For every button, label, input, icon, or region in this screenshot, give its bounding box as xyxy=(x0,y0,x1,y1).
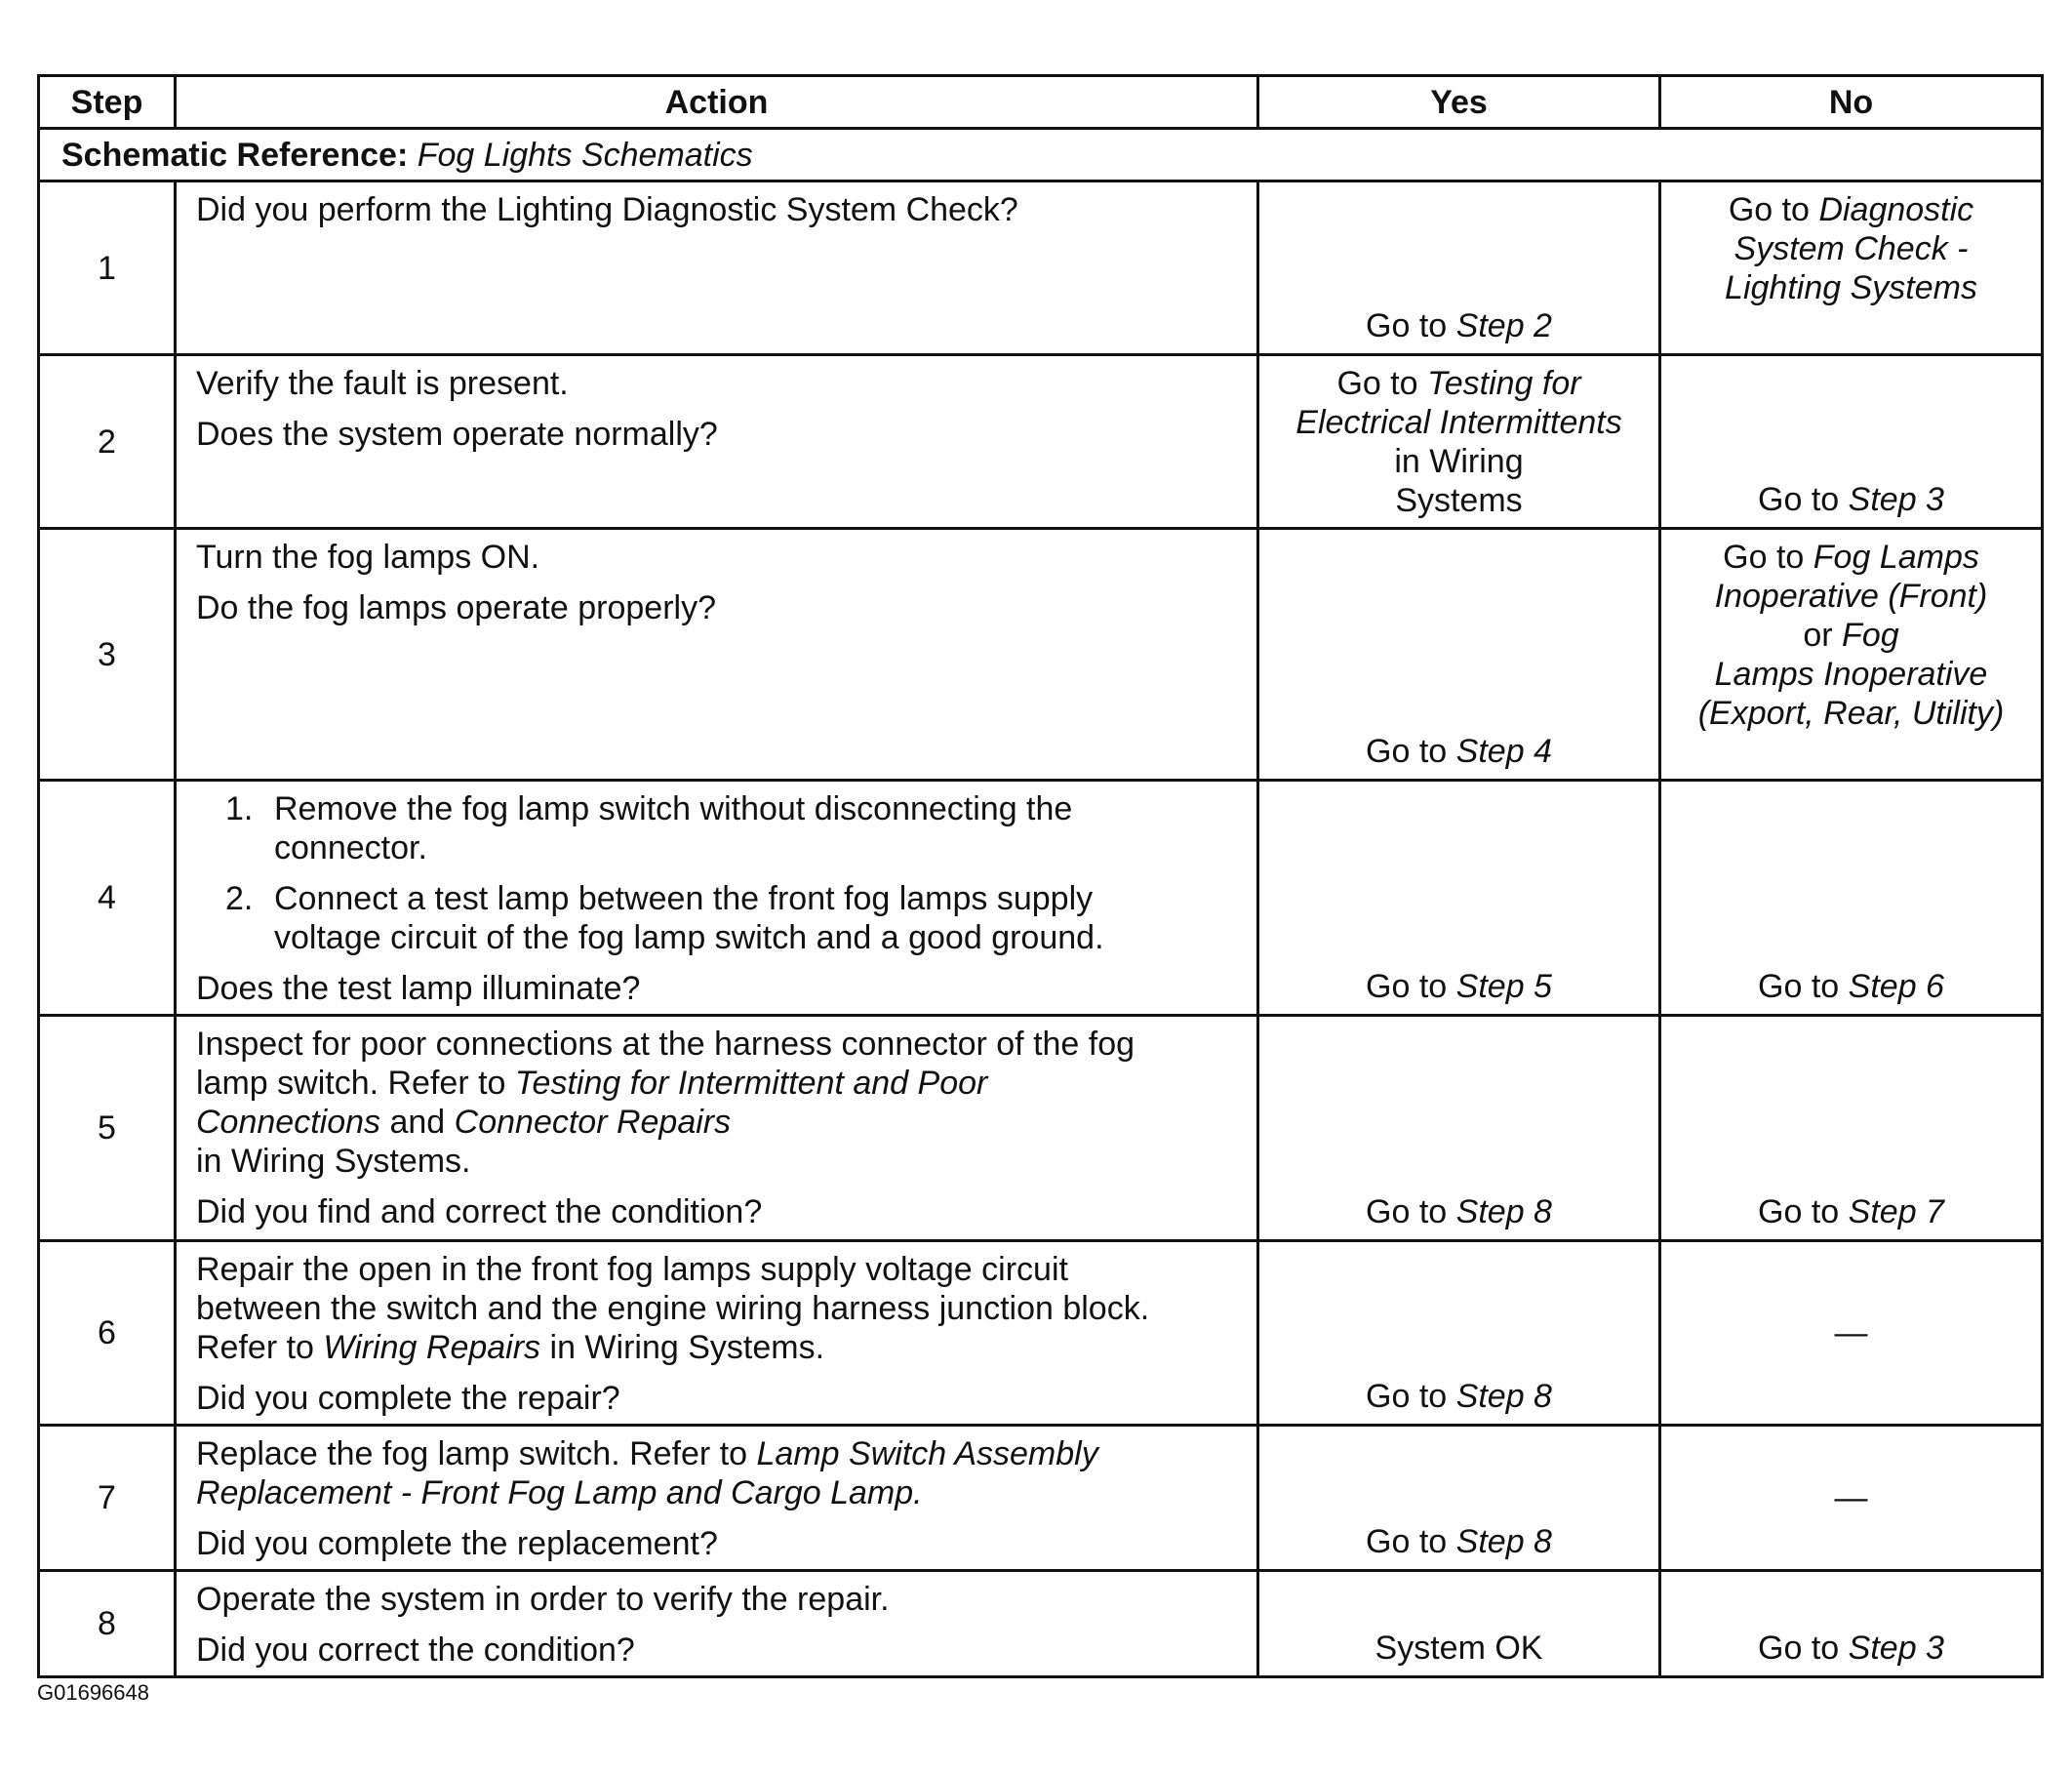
no-cell xyxy=(1660,1016,2043,1241)
action-text: lamp switch. Refer to xyxy=(196,1065,506,1102)
substep-text: connector. xyxy=(274,829,427,866)
no-cell xyxy=(1660,529,2043,781)
no-goto[interactable] xyxy=(1661,1629,2041,1668)
schematic-link[interactable]: Fog Lights Schematics xyxy=(417,136,753,174)
step-link[interactable]: Step 8 xyxy=(1455,1193,1552,1230)
yes-goto[interactable] xyxy=(1259,967,1658,1006)
ref-link[interactable]: Fog Lamps xyxy=(1813,539,1979,576)
ref-link[interactable]: Electrical Intermittents xyxy=(1295,404,1622,441)
action-cell xyxy=(176,1426,1258,1571)
goto-text: Go to xyxy=(1366,1193,1448,1230)
step-number: 7 xyxy=(39,1426,176,1571)
action-text: in Wiring Systems. xyxy=(196,1143,471,1180)
yes-goto[interactable] xyxy=(1259,364,1658,520)
table-row-step-5 xyxy=(39,1016,2043,1241)
or-text: or xyxy=(1803,617,1833,654)
action-cell xyxy=(176,1241,1258,1426)
no-dash: — xyxy=(1834,1314,1868,1351)
goto-text: Go to xyxy=(1366,1378,1448,1415)
action-cell xyxy=(176,781,1258,1016)
action-instruction: Operate the system in order to verify the repair. xyxy=(196,1581,890,1618)
goto-text: Go to xyxy=(1366,733,1448,770)
table-row-step-2 xyxy=(39,355,2043,529)
substep-text: Remove the fog lamp switch without disconnecting the xyxy=(274,790,1073,827)
table-row-step-4 xyxy=(39,781,2043,1016)
yes-cell xyxy=(1258,1241,1660,1426)
yes-goto[interactable] xyxy=(1259,1377,1658,1416)
schematic-label: Schematic Reference: xyxy=(61,136,409,174)
goto-text: Go to xyxy=(1366,1523,1448,1560)
no-cell xyxy=(1660,1426,2043,1571)
goto-text: Go to xyxy=(1366,307,1448,344)
header-action: Action xyxy=(176,76,1258,129)
action-question: Do the fog lamps operate properly? xyxy=(196,589,716,626)
step-link[interactable]: Step 6 xyxy=(1848,968,1944,1005)
ref-text: Systems xyxy=(1395,482,1523,519)
substep-number: 1. xyxy=(225,790,254,827)
table-row-step-1 xyxy=(39,181,2043,355)
action-text: between the switch and the engine wiring harness junction block. xyxy=(196,1290,1150,1327)
step-number: 8 xyxy=(39,1571,176,1677)
ref-text: in Wiring xyxy=(1394,443,1524,480)
action-instruction xyxy=(196,1434,1237,1512)
ref-link[interactable]: Replacement - Front Fog Lamp and Cargo Lamp. xyxy=(196,1474,923,1511)
step-number: 1 xyxy=(39,181,176,355)
ref-link[interactable]: Testing for Intermittent and Poor xyxy=(514,1065,988,1102)
step-number: 5 xyxy=(39,1016,176,1241)
step-link[interactable]: Step 8 xyxy=(1455,1378,1552,1415)
no-goto[interactable] xyxy=(1661,1192,2041,1231)
action-instruction xyxy=(196,1025,1237,1181)
header-row xyxy=(39,76,2043,129)
no-goto[interactable] xyxy=(1661,967,2041,1006)
ref-link[interactable]: (Export, Rear, Utility) xyxy=(1697,695,2005,732)
yes-goto[interactable] xyxy=(1259,306,1658,345)
yes-goto[interactable] xyxy=(1259,732,1658,771)
action-cell xyxy=(176,181,1258,355)
ref-link[interactable]: Lighting Systems xyxy=(1725,269,1977,306)
substep-text: voltage circuit of the fog lamp switch and a good ground. xyxy=(274,919,1104,956)
no-cell xyxy=(1660,181,2043,355)
yes-cell xyxy=(1258,1426,1660,1571)
step-link[interactable]: Step 2 xyxy=(1455,307,1552,344)
no-dash: — xyxy=(1834,1479,1868,1516)
table-row-step-3 xyxy=(39,529,2043,781)
action-text: Inspect for poor connections at the harness connector of the fog xyxy=(196,1026,1136,1063)
step-number: 6 xyxy=(39,1241,176,1426)
no-cell xyxy=(1660,781,2043,1016)
yes-cell xyxy=(1258,529,1660,781)
action-cell xyxy=(176,529,1258,781)
ref-link[interactable]: Lamp Switch Assembly xyxy=(756,1435,1098,1472)
action-text: Replace the fog lamp switch. Refer to xyxy=(196,1435,748,1472)
list-item xyxy=(196,879,1237,957)
action-instruction: Verify the fault is present. xyxy=(196,365,569,402)
schematic-row xyxy=(39,129,2043,181)
table-row-step-8 xyxy=(39,1571,2043,1677)
ref-link[interactable]: System Check - xyxy=(1733,230,1969,267)
ref-link[interactable]: Connections xyxy=(196,1104,381,1141)
step-number: 3 xyxy=(39,529,176,781)
substep-number: 2. xyxy=(225,880,254,917)
no-goto[interactable] xyxy=(1661,480,2041,519)
yes-goto[interactable] xyxy=(1259,1522,1658,1561)
yes-system-ok: System OK xyxy=(1375,1630,1543,1667)
action-question: Did you perform the Lighting Diagnostic System Check? xyxy=(196,191,1018,228)
goto-text: Go to xyxy=(1758,1630,1840,1667)
action-question: Does the system operate normally? xyxy=(196,416,718,453)
action-cell xyxy=(176,1571,1258,1677)
figure-id: G01696648 xyxy=(37,1680,149,1705)
ref-link[interactable]: Testing for xyxy=(1427,365,1581,402)
action-text: Repair the open in the front fog lamps supply voltage circuit xyxy=(196,1251,1068,1288)
header-yes: Yes xyxy=(1258,76,1660,129)
no-goto[interactable] xyxy=(1661,190,2041,307)
list-item xyxy=(196,789,1237,867)
goto-text: Go to xyxy=(1723,539,1805,576)
goto-text: Go to xyxy=(1758,481,1840,518)
yes-cell xyxy=(1258,1016,1660,1241)
goto-text: Go to xyxy=(1336,365,1418,402)
step-link[interactable]: Step 3 xyxy=(1848,1630,1944,1667)
ref-link[interactable]: Connector Repairs xyxy=(454,1104,732,1141)
yes-cell xyxy=(1258,355,1660,529)
header-no: No xyxy=(1660,76,2043,129)
step-link[interactable]: Step 3 xyxy=(1848,481,1944,518)
step-number: 2 xyxy=(39,355,176,529)
action-cell xyxy=(176,1016,1258,1241)
diagnostic-table xyxy=(37,74,2044,1678)
action-text: Refer to xyxy=(196,1329,314,1366)
action-text: in Wiring Systems. xyxy=(549,1329,825,1366)
action-cell xyxy=(176,355,1258,529)
step-number: 4 xyxy=(39,781,176,1016)
step-link[interactable]: Step 7 xyxy=(1848,1193,1944,1230)
action-question: Did you correct the condition? xyxy=(196,1631,635,1669)
yes-cell xyxy=(1258,1571,1660,1677)
no-cell xyxy=(1660,1571,2043,1677)
ref-link[interactable]: Fog xyxy=(1842,617,1899,654)
yes-goto[interactable] xyxy=(1259,1192,1658,1231)
no-cell xyxy=(1660,355,2043,529)
ref-link[interactable]: Lamps Inoperative xyxy=(1714,656,1988,693)
ref-link[interactable]: Inoperative (Front) xyxy=(1714,578,1988,615)
ref-link[interactable]: Diagnostic xyxy=(1818,191,1974,228)
step-link[interactable]: Step 4 xyxy=(1455,733,1552,770)
action-text: and xyxy=(389,1104,446,1141)
step-link[interactable]: Step 8 xyxy=(1455,1523,1552,1560)
goto-text: Go to xyxy=(1758,968,1840,1005)
schematic-reference xyxy=(39,129,2043,181)
header-step: Step xyxy=(39,76,176,129)
action-substeps xyxy=(196,789,1237,957)
goto-text: Go to xyxy=(1366,968,1448,1005)
table-row-step-6 xyxy=(39,1241,2043,1426)
action-question: Did you find and correct the condition? xyxy=(196,1193,763,1230)
action-instruction: Turn the fog lamps ON. xyxy=(196,539,540,576)
goto-text: Go to xyxy=(1758,1193,1840,1230)
ref-link[interactable]: Wiring Repairs xyxy=(323,1329,541,1366)
yes-cell xyxy=(1258,181,1660,355)
yes-cell xyxy=(1258,781,1660,1016)
substep-text: Connect a test lamp between the front fog lamps supply xyxy=(274,880,1094,917)
step-link[interactable]: Step 5 xyxy=(1455,968,1552,1005)
action-question: Did you complete the replacement? xyxy=(196,1525,718,1562)
action-question: Did you complete the repair? xyxy=(196,1380,620,1417)
action-instruction xyxy=(196,1250,1237,1367)
goto-text: Go to xyxy=(1728,191,1810,228)
no-cell xyxy=(1660,1241,2043,1426)
action-question: Does the test lamp illuminate? xyxy=(196,970,641,1007)
no-goto[interactable] xyxy=(1661,538,2041,733)
table-row-step-7 xyxy=(39,1426,2043,1571)
